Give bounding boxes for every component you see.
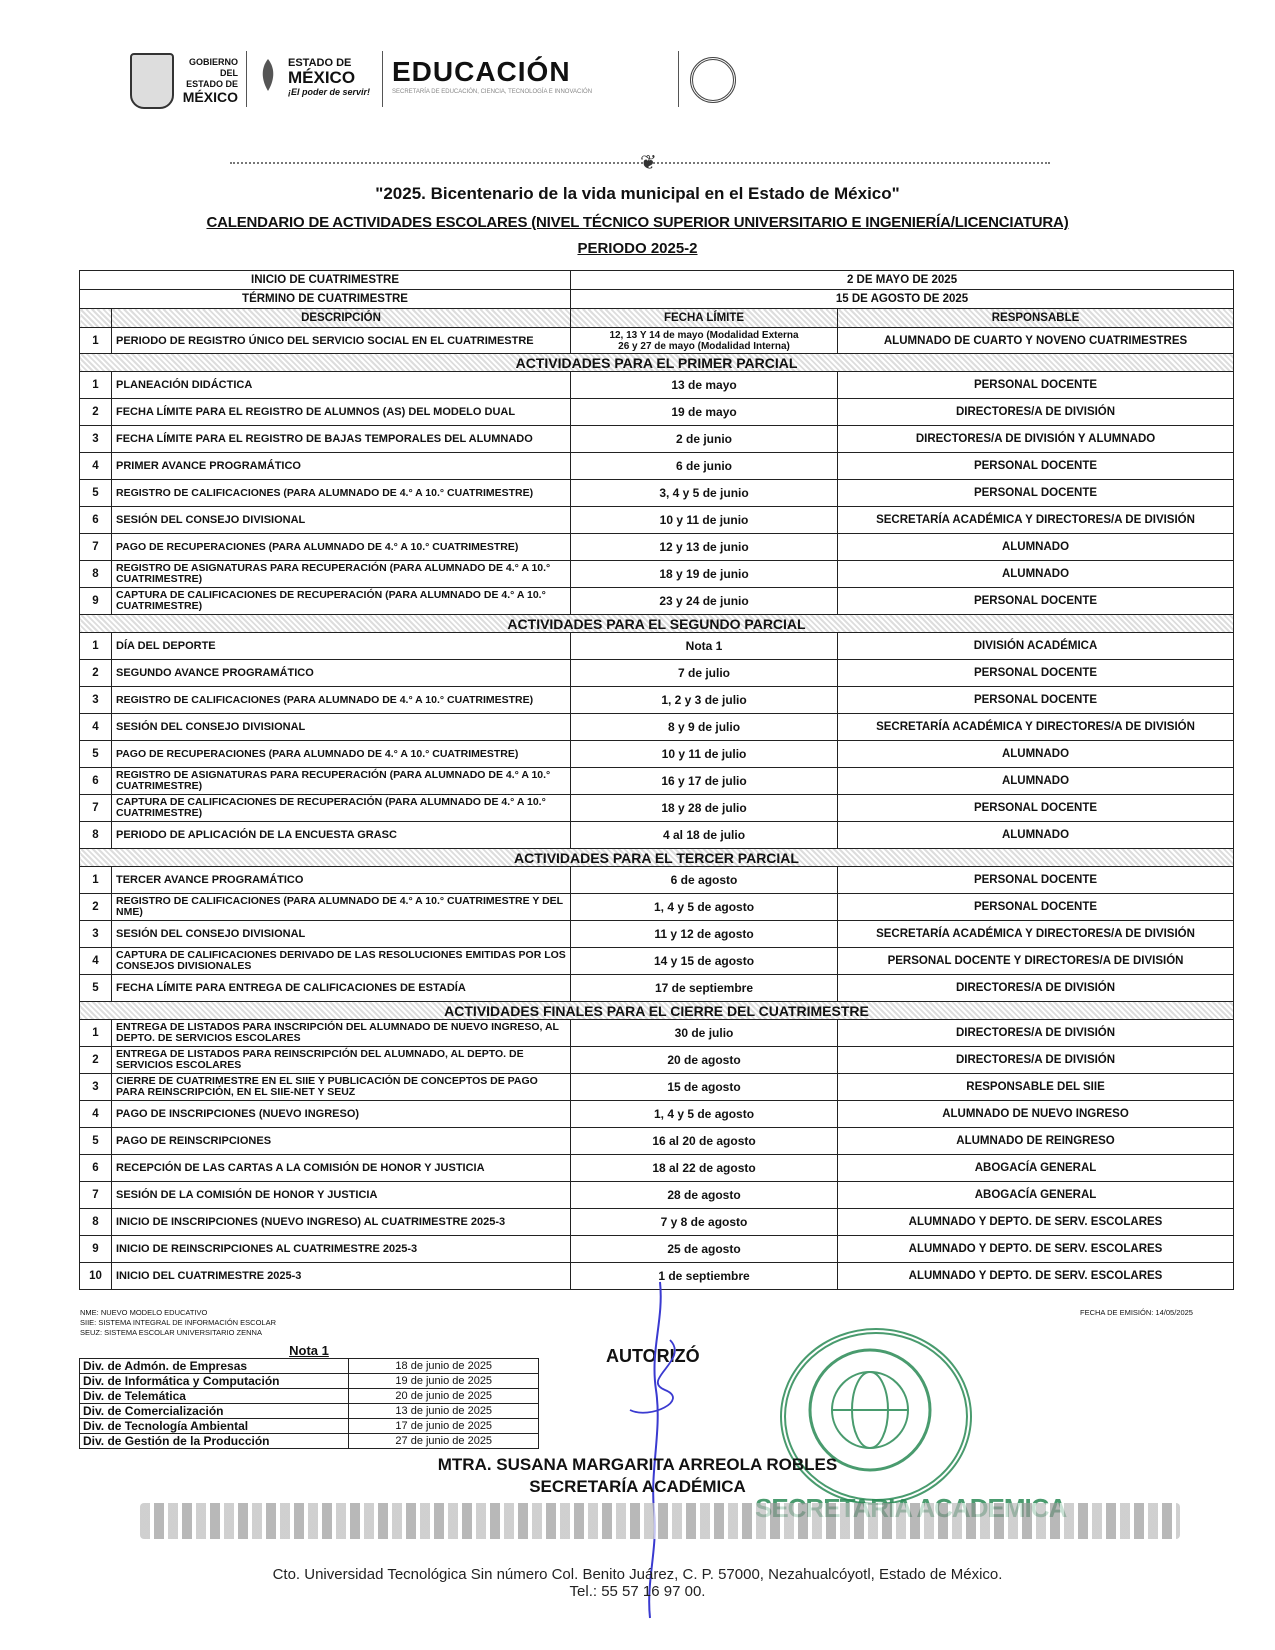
row-responsable: ALUMNADO Y DEPTO. DE SERV. ESCOLARES (838, 1209, 1234, 1236)
summary-row-termino (80, 290, 1234, 309)
section-header-row (80, 615, 1234, 633)
row-fecha: 1, 2 y 3 de julio (571, 687, 838, 714)
nota-row (80, 1359, 539, 1374)
divider (382, 51, 383, 107)
row-responsable: ALUMNADO (838, 768, 1234, 795)
row-description: INICIO DEL CUATRIMESTRE 2025-3 (112, 1263, 571, 1290)
nota-row (80, 1404, 539, 1419)
abbr-seuz: SEUZ: SISTEMA ESCOLAR UNIVERSITARIO ZENNA (80, 1328, 262, 1337)
nota-division: Div. de Gestión de la Producción (80, 1434, 349, 1449)
table-row (80, 687, 1234, 714)
abbr-siie: SIIE: SISTEMA INTEGRAL DE INFORMACIÓN ESCOLAR (80, 1318, 277, 1327)
table-row (80, 741, 1234, 768)
row-description: FECHA LÍMITE PARA EL REGISTRO DE BAJAS TEMPORALES DEL ALUMNADO (112, 426, 571, 453)
row-responsable: SECRETARÍA ACADÉMICA Y DIRECTORES/A DE DIVISIÓN (838, 507, 1234, 534)
row-fecha: 2 de junio (571, 426, 838, 453)
nota-division: Div. de Telemática (80, 1389, 349, 1404)
row-number: 3 (80, 687, 112, 714)
row-responsable: PERSONAL DOCENTE (838, 660, 1234, 687)
row-number: 9 (80, 588, 112, 615)
state-coat-of-arms-icon (130, 53, 174, 109)
divider (246, 51, 247, 107)
row-responsable: DIRECTORES/A DE DIVISIÓN (838, 975, 1234, 1002)
row-number: 1 (80, 372, 112, 399)
gobierno-line2: ESTADO DE (186, 79, 238, 89)
row-fecha: 10 y 11 de julio (571, 741, 838, 768)
table-row (80, 633, 1234, 660)
table-row (80, 921, 1234, 948)
table-row (80, 453, 1234, 480)
university-seal-icon (690, 57, 736, 103)
row-number: 1 (80, 633, 112, 660)
row-description: INICIO DE INSCRIPCIONES (NUEVO INGRESO) AL CUATRIMESTRE 2025-3 (112, 1209, 571, 1236)
row-description: REGISTRO DE CALIFICACIONES (PARA ALUMNADO DE 4.° A 10.° CUATRIMESTRE Y DEL NME) (112, 894, 571, 921)
row-fecha: 28 de agosto (571, 1182, 838, 1209)
row-number: 4 (80, 714, 112, 741)
row-description: RECEPCIÓN DE LAS CARTAS A LA COMISIÓN DE HONOR Y JUSTICIA (112, 1155, 571, 1182)
row-description: PLANEACIÓN DIDÁCTICA (112, 372, 571, 399)
row-description: SESIÓN DEL CONSEJO DIVISIONAL (112, 921, 571, 948)
emission-date: FECHA DE EMISIÓN: 14/05/2025 (1080, 1308, 1193, 1317)
decorative-border-pattern (140, 1503, 1180, 1539)
educacion-subtitle: SECRETARÍA DE EDUCACIÓN, CIENCIA, TECNOLOGÍA E INNOVACIÓN (392, 89, 593, 95)
gobierno-logo-text (178, 57, 238, 105)
table-row (80, 894, 1234, 921)
table-row (80, 1182, 1234, 1209)
col-descripcion-header: DESCRIPCIÓN (112, 309, 571, 328)
row-fecha: 11 y 12 de agosto (571, 921, 838, 948)
row-description: PAGO DE INSCRIPCIONES (NUEVO INGRESO) (112, 1101, 571, 1128)
row-description: PERIODO DE APLICACIÓN DE LA ENCUESTA GRASC (112, 822, 571, 849)
abbr-nme: NME: NUEVO MODELO EDUCATIVO (80, 1308, 208, 1317)
row-description: PRIMER AVANCE PROGRAMÁTICO (112, 453, 571, 480)
row-description: CAPTURA DE CALIFICACIONES DE RECUPERACIÓN (PARA ALUMNADO DE 4.° A 10.° CUATRIMESTRE) (112, 588, 571, 615)
row-fecha: 25 de agosto (571, 1236, 838, 1263)
col-fecha-header: FECHA LÍMITE (571, 309, 838, 328)
nota-row (80, 1374, 539, 1389)
row-responsable: ALUMNADO (838, 741, 1234, 768)
row-number: 3 (80, 921, 112, 948)
row-description: CAPTURA DE CALIFICACIONES DERIVADO DE LAS RESOLUCIONES EMITIDAS POR LOS CONSEJOS DIVISIONALES (112, 948, 571, 975)
signer-title: SECRETARÍA ACADÉMICA (529, 1477, 746, 1496)
row-number: 6 (80, 507, 112, 534)
row-number: 5 (80, 975, 112, 1002)
row-fecha: 30 de julio (571, 1020, 838, 1047)
row-description: PAGO DE REINSCRIPCIONES (112, 1128, 571, 1155)
row-number: 5 (80, 741, 112, 768)
table-row (80, 588, 1234, 615)
edomex-flower-icon (258, 55, 278, 95)
gobierno-line3: MÉXICO (182, 89, 238, 105)
row-fecha: 18 al 22 de agosto (571, 1155, 838, 1182)
section-title: ACTIVIDADES PARA EL TERCER PARCIAL (80, 849, 1234, 867)
table-row (80, 1047, 1234, 1074)
row-fecha: 3, 4 y 5 de junio (571, 480, 838, 507)
row-responsable: SECRETARÍA ACADÉMICA Y DIRECTORES/A DE DIVISIÓN (838, 714, 1234, 741)
row-fecha: 7 y 8 de agosto (571, 1209, 838, 1236)
section-header-row (80, 1002, 1234, 1020)
table-row (80, 768, 1234, 795)
nota-table (79, 1343, 539, 1449)
footer-address (0, 1566, 1275, 1600)
row-fecha: Nota 1 (571, 633, 838, 660)
row-responsable: DIRECTORES/A DE DIVISIÓN (838, 1020, 1234, 1047)
row-fecha: 14 y 15 de agosto (571, 948, 838, 975)
row-number: 6 (80, 1155, 112, 1182)
table-row (80, 975, 1234, 1002)
row-fecha: 16 al 20 de agosto (571, 1128, 838, 1155)
leaf-ornament-icon: ❦ (640, 150, 657, 174)
row-description: REGISTRO DE ASIGNATURAS PARA RECUPERACIÓN (PARA ALUMNADO DE 4.° A 10.° CUATRIMESTRE) (112, 768, 571, 795)
table-row (80, 822, 1234, 849)
row-number: 10 (80, 1263, 112, 1290)
column-header-row (80, 309, 1234, 328)
row-fecha: 7 de julio (571, 660, 838, 687)
row-fecha: 16 y 17 de julio (571, 768, 838, 795)
row-responsable: SECRETARÍA ACADÉMICA Y DIRECTORES/A DE DIVISIÓN (838, 921, 1234, 948)
row-fecha: 18 y 28 de julio (571, 795, 838, 822)
row-number: 8 (80, 1209, 112, 1236)
inicio-label: INICIO DE CUATRIMESTRE (80, 271, 571, 290)
table-row (80, 534, 1234, 561)
row-number: 4 (80, 948, 112, 975)
table-row (80, 561, 1234, 588)
header-logos (130, 45, 750, 115)
row-fecha: 18 y 19 de junio (571, 561, 838, 588)
row-responsable: ALUMNADO DE REINGRESO (838, 1128, 1234, 1155)
table-row (80, 426, 1234, 453)
row-number: 7 (80, 795, 112, 822)
nota-division: Div. de Tecnología Ambiental (80, 1419, 349, 1434)
row-description: SEGUNDO AVANCE PROGRAMÁTICO (112, 660, 571, 687)
row-description: FECHA LÍMITE PARA EL REGISTRO DE ALUMNOS (AS) DEL MODELO DUAL (112, 399, 571, 426)
row-number: 3 (80, 426, 112, 453)
termino-label: TÉRMINO DE CUATRIMESTRE (80, 290, 571, 309)
row-description: CAPTURA DE CALIFICACIONES DE RECUPERACIÓN (PARA ALUMNADO DE 4.° A 10.° CUATRIMESTRE) (112, 795, 571, 822)
document-title: CALENDARIO DE ACTIVIDADES ESCOLARES (NIVEL TÉCNICO SUPERIOR UNIVERSITARIO E INGENIERÍA/LICENCIATURA) (206, 214, 1069, 231)
row-responsable: PERSONAL DOCENTE (838, 867, 1234, 894)
row-fecha: 12 y 13 de junio (571, 534, 838, 561)
nota-division: Div. de Informática y Computación (80, 1374, 349, 1389)
fecha-line1: 12, 13 Y 14 de mayo (Modalidad Externa (609, 329, 799, 341)
row-description: ENTREGA DE LISTADOS PARA REINSCRIPCIÓN DEL ALUMNADO, AL DEPTO. DE SERVICIOS ESCOLARES (112, 1047, 571, 1074)
nota-fecha: 18 de junio de 2025 (349, 1359, 539, 1374)
row-description: PERIODO DE REGISTRO ÚNICO DEL SERVICIO SOCIAL EN EL CUATRIMESTRE (112, 328, 571, 354)
table-row (80, 948, 1234, 975)
col-num-header (80, 309, 112, 328)
educacion-logo: EDUCACIÓN (392, 56, 571, 87)
row-number: 4 (80, 453, 112, 480)
nota-fecha: 27 de junio de 2025 (349, 1434, 539, 1449)
row-fecha: 13 de mayo (571, 372, 838, 399)
section-title: ACTIVIDADES FINALES PARA EL CIERRE DEL CUATRIMESTRE (80, 1002, 1234, 1020)
section-title: ACTIVIDADES PARA EL SEGUNDO PARCIAL (80, 615, 1234, 633)
row-fecha (571, 328, 838, 354)
section-title: ACTIVIDADES PARA EL PRIMER PARCIAL (80, 354, 1234, 372)
row-number: 5 (80, 480, 112, 507)
row-responsable: ALUMNADO (838, 561, 1234, 588)
row-number: 4 (80, 1101, 112, 1128)
nota-row (80, 1434, 539, 1449)
col-responsable-header: RESPONSABLE (838, 309, 1234, 328)
row-responsable: DIRECTORES/A DE DIVISIÓN Y ALUMNADO (838, 426, 1234, 453)
row-description: FECHA LÍMITE PARA ENTREGA DE CALIFICACIONES DE ESTADÍA (112, 975, 571, 1002)
row-responsable: PERSONAL DOCENTE (838, 894, 1234, 921)
section-header-row (80, 354, 1234, 372)
nota-fecha: 17 de junio de 2025 (349, 1419, 539, 1434)
row-number: 1 (80, 328, 112, 354)
row-responsable: PERSONAL DOCENTE (838, 687, 1234, 714)
row-description: REGISTRO DE CALIFICACIONES (PARA ALUMNADO DE 4.° A 10.° CUATRIMESTRE) (112, 687, 571, 714)
row-description: REGISTRO DE ASIGNATURAS PARA RECUPERACIÓN (PARA ALUMNADO DE 4.° A 10.° CUATRIMESTRE) (112, 561, 571, 588)
row-description: SESIÓN DE LA COMISIÓN DE HONOR Y JUSTICIA (112, 1182, 571, 1209)
table-row (80, 328, 1234, 354)
nota-title: Nota 1 (289, 1343, 329, 1358)
section-header-row (80, 849, 1234, 867)
row-responsable: DIVISIÓN ACADÉMICA (838, 633, 1234, 660)
row-responsable: DIRECTORES/A DE DIVISIÓN (838, 1047, 1234, 1074)
row-description: REGISTRO DE CALIFICACIONES (PARA ALUMNADO DE 4.° A 10.° CUATRIMESTRE) (112, 480, 571, 507)
table-row (80, 867, 1234, 894)
row-number: 8 (80, 561, 112, 588)
row-number: 2 (80, 660, 112, 687)
summary-row-inicio (80, 271, 1234, 290)
row-responsable: ALUMNADO Y DEPTO. DE SERV. ESCOLARES (838, 1263, 1234, 1290)
signer-name: MTRA. SUSANA MARGARITA ARREOLA ROBLES (437, 1455, 838, 1474)
calendar-table (79, 270, 1234, 1290)
address-line1: Cto. Universidad Tecnológica Sin número Col. Benito Juárez, C. P. 57000, Nezahualcóyotl, Estado de México. (272, 1566, 1003, 1583)
row-number: 6 (80, 768, 112, 795)
row-description: SESIÓN DEL CONSEJO DIVISIONAL (112, 714, 571, 741)
row-fecha: 15 de agosto (571, 1074, 838, 1101)
row-responsable: PERSONAL DOCENTE (838, 588, 1234, 615)
nota-row (80, 1389, 539, 1404)
row-description: INICIO DE REINSCRIPCIONES AL CUATRIMESTRE 2025-3 (112, 1236, 571, 1263)
table-row (80, 1155, 1234, 1182)
row-number: 3 (80, 1074, 112, 1101)
row-responsable: DIRECTORES/A DE DIVISIÓN (838, 399, 1234, 426)
termino-value: 15 DE AGOSTO DE 2025 (571, 290, 1234, 309)
row-description: PAGO DE RECUPERACIONES (PARA ALUMNADO DE 4.° A 10.° CUATRIMESTRE) (112, 741, 571, 768)
nota-fecha: 20 de junio de 2025 (349, 1389, 539, 1404)
row-fecha: 19 de mayo (571, 399, 838, 426)
nota-division: Div. de Admón. de Empresas (80, 1359, 349, 1374)
table-row (80, 1236, 1234, 1263)
row-fecha: 1, 4 y 5 de agosto (571, 894, 838, 921)
row-number: 2 (80, 1047, 112, 1074)
row-description: TERCER AVANCE PROGRAMÁTICO (112, 867, 571, 894)
abbreviations (80, 1308, 276, 1338)
table-row (80, 507, 1234, 534)
table-row (80, 399, 1234, 426)
nota-row (80, 1419, 539, 1434)
row-description: DÍA DEL DEPORTE (112, 633, 571, 660)
table-row (80, 1101, 1234, 1128)
gobierno-line1: GOBIERNO DEL (188, 57, 238, 78)
row-fecha: 10 y 11 de junio (571, 507, 838, 534)
row-responsable: ABOGACÍA GENERAL (838, 1155, 1234, 1182)
estado-line1: ESTADO DE (288, 57, 352, 69)
estado-line2: MÉXICO (288, 68, 356, 87)
inicio-value: 2 DE MAYO DE 2025 (571, 271, 1234, 290)
row-number: 1 (80, 867, 112, 894)
period-title: PERIODO 2025-2 (577, 240, 698, 257)
table-row (80, 714, 1234, 741)
row-number: 2 (80, 894, 112, 921)
row-responsable: RESPONSABLE DEL SIIE (838, 1074, 1234, 1101)
table-row (80, 660, 1234, 687)
row-responsable: ALUMNADO DE NUEVO INGRESO (838, 1101, 1234, 1128)
row-description: CIERRE DE CUATRIMESTRE EN EL SIIE Y PUBLICACIÓN DE CONCEPTOS DE PAGO PARA REINSCRIPCIÓN, EN EL SIIE-NET Y SEUZ (112, 1074, 571, 1101)
row-number: 2 (80, 399, 112, 426)
row-responsable: PERSONAL DOCENTE (838, 453, 1234, 480)
row-fecha: 23 y 24 de junio (571, 588, 838, 615)
row-number: 9 (80, 1236, 112, 1263)
nota-fecha: 19 de junio de 2025 (349, 1374, 539, 1389)
row-fecha: 8 y 9 de julio (571, 714, 838, 741)
row-number: 7 (80, 534, 112, 561)
row-responsable: ALUMNADO (838, 822, 1234, 849)
table-row (80, 795, 1234, 822)
row-fecha: 6 de junio (571, 453, 838, 480)
table-row (80, 1020, 1234, 1047)
row-number: 7 (80, 1182, 112, 1209)
address-line2: Tel.: 55 57 16 97 00. (569, 1583, 706, 1600)
row-number: 8 (80, 822, 112, 849)
row-fecha: 4 al 18 de julio (571, 822, 838, 849)
divider (678, 51, 679, 107)
row-number: 5 (80, 1128, 112, 1155)
row-responsable: ALUMNADO DE CUARTO Y NOVENO CUATRIMESTRES (838, 328, 1234, 354)
row-fecha: 1 de septiembre (571, 1263, 838, 1290)
nota-header (80, 1343, 539, 1359)
table-row (80, 1128, 1234, 1155)
row-fecha: 6 de agosto (571, 867, 838, 894)
nota-fecha: 13 de junio de 2025 (349, 1404, 539, 1419)
row-responsable: PERSONAL DOCENTE (838, 795, 1234, 822)
row-number: 1 (80, 1020, 112, 1047)
table-row (80, 1074, 1234, 1101)
row-fecha: 1, 4 y 5 de agosto (571, 1101, 838, 1128)
row-description: PAGO DE RECUPERACIONES (PARA ALUMNADO DE 4.° A 10.° CUATRIMESTRE) (112, 534, 571, 561)
row-fecha: 20 de agosto (571, 1047, 838, 1074)
row-responsable: ALUMNADO (838, 534, 1234, 561)
row-fecha: 17 de septiembre (571, 975, 838, 1002)
motto: "2025. Bicentenario de la vida municipal en el Estado de México" (375, 184, 900, 203)
table-row (80, 1209, 1234, 1236)
row-description: ENTREGA DE LISTADOS PARA INSCRIPCIÓN DEL ALUMNADO DE NUEVO INGRESO, AL DEPTO. DE SERVICIOS ESCOLARES (112, 1020, 571, 1047)
row-responsable: PERSONAL DOCENTE Y DIRECTORES/A DE DIVISIÓN (838, 948, 1234, 975)
row-responsable: ALUMNADO Y DEPTO. DE SERV. ESCOLARES (838, 1236, 1234, 1263)
authorized-label: AUTORIZÓ (606, 1346, 700, 1366)
row-responsable: PERSONAL DOCENTE (838, 372, 1234, 399)
edomex-logo-text (288, 57, 370, 97)
nota-division: Div. de Comercialización (80, 1404, 349, 1419)
row-responsable: ABOGACÍA GENERAL (838, 1182, 1234, 1209)
row-responsable: PERSONAL DOCENTE (838, 480, 1234, 507)
fecha-line2: 26 y 27 de mayo (Modalidad Interna) (618, 340, 790, 352)
table-row (80, 480, 1234, 507)
row-description: SESIÓN DEL CONSEJO DIVISIONAL (112, 507, 571, 534)
estado-lema: ¡El poder de servir! (288, 87, 371, 97)
table-row (80, 372, 1234, 399)
